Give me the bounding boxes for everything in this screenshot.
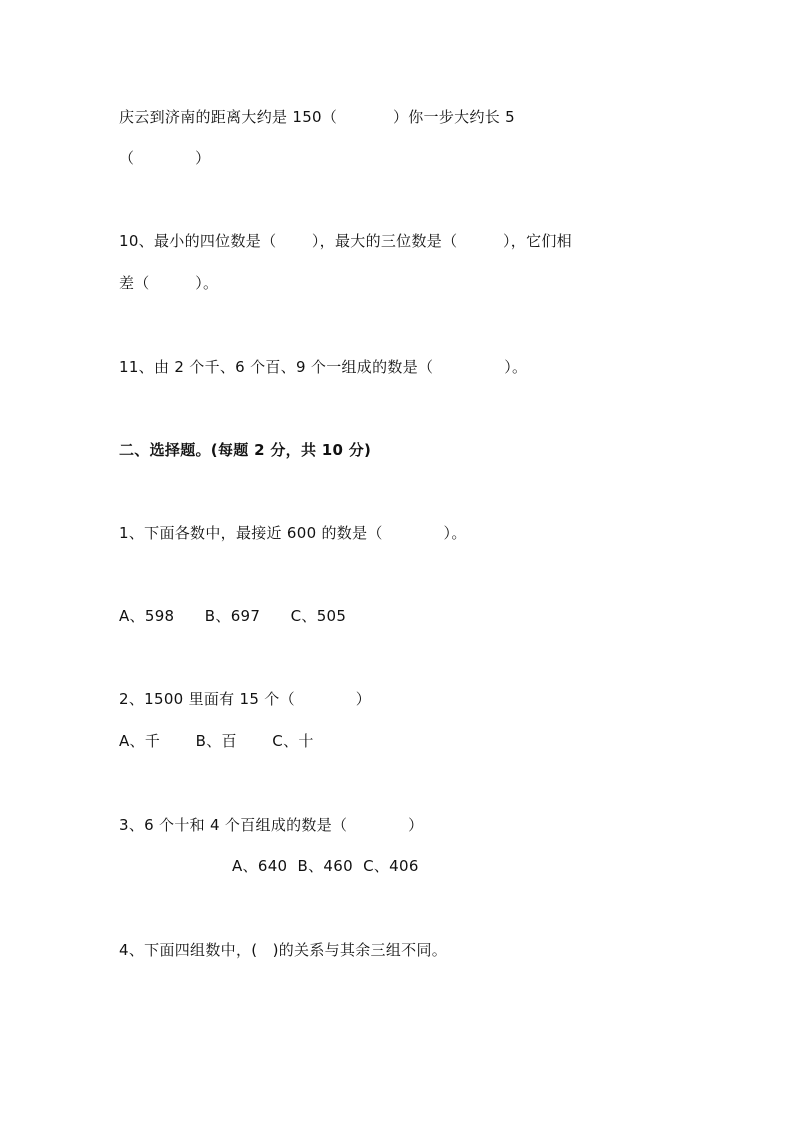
question-9-line-1: 庆云到济南的距离大约是 150（ ）你一步大约长 5 (119, 108, 515, 126)
choice-question-4: 4、下面四组数中，( )的关系与其余三组不同。 (119, 941, 448, 959)
choice-question-3-options: A、640 B、460 C、406 (232, 857, 419, 875)
choice-question-1: 1、下面各数中，最接近 600 的数是（ ）。 (119, 524, 467, 542)
question-10-line-2: 差（ ）。 (119, 274, 219, 292)
section-two-heading: 二、选择题。(每题 2 分，共 10 分) (119, 441, 372, 459)
choice-question-3: 3、6 个十和 4 个百组成的数是（ ） (119, 816, 424, 834)
choice-question-1-options: A、598 B、697 C、505 (119, 607, 347, 625)
question-11: 11、由 2 个千、6 个百、9 个一组成的数是（ ）。 (119, 358, 528, 376)
question-9-line-2: （ ） (119, 149, 211, 167)
choice-question-2-options: A、千 B、百 C、十 (119, 732, 314, 750)
question-10-line-1: 10、最小的四位数是（ ），最大的三位数是（ ），它们相 (119, 232, 572, 250)
choice-question-2: 2、1500 里面有 15 个（ ） (119, 690, 372, 708)
